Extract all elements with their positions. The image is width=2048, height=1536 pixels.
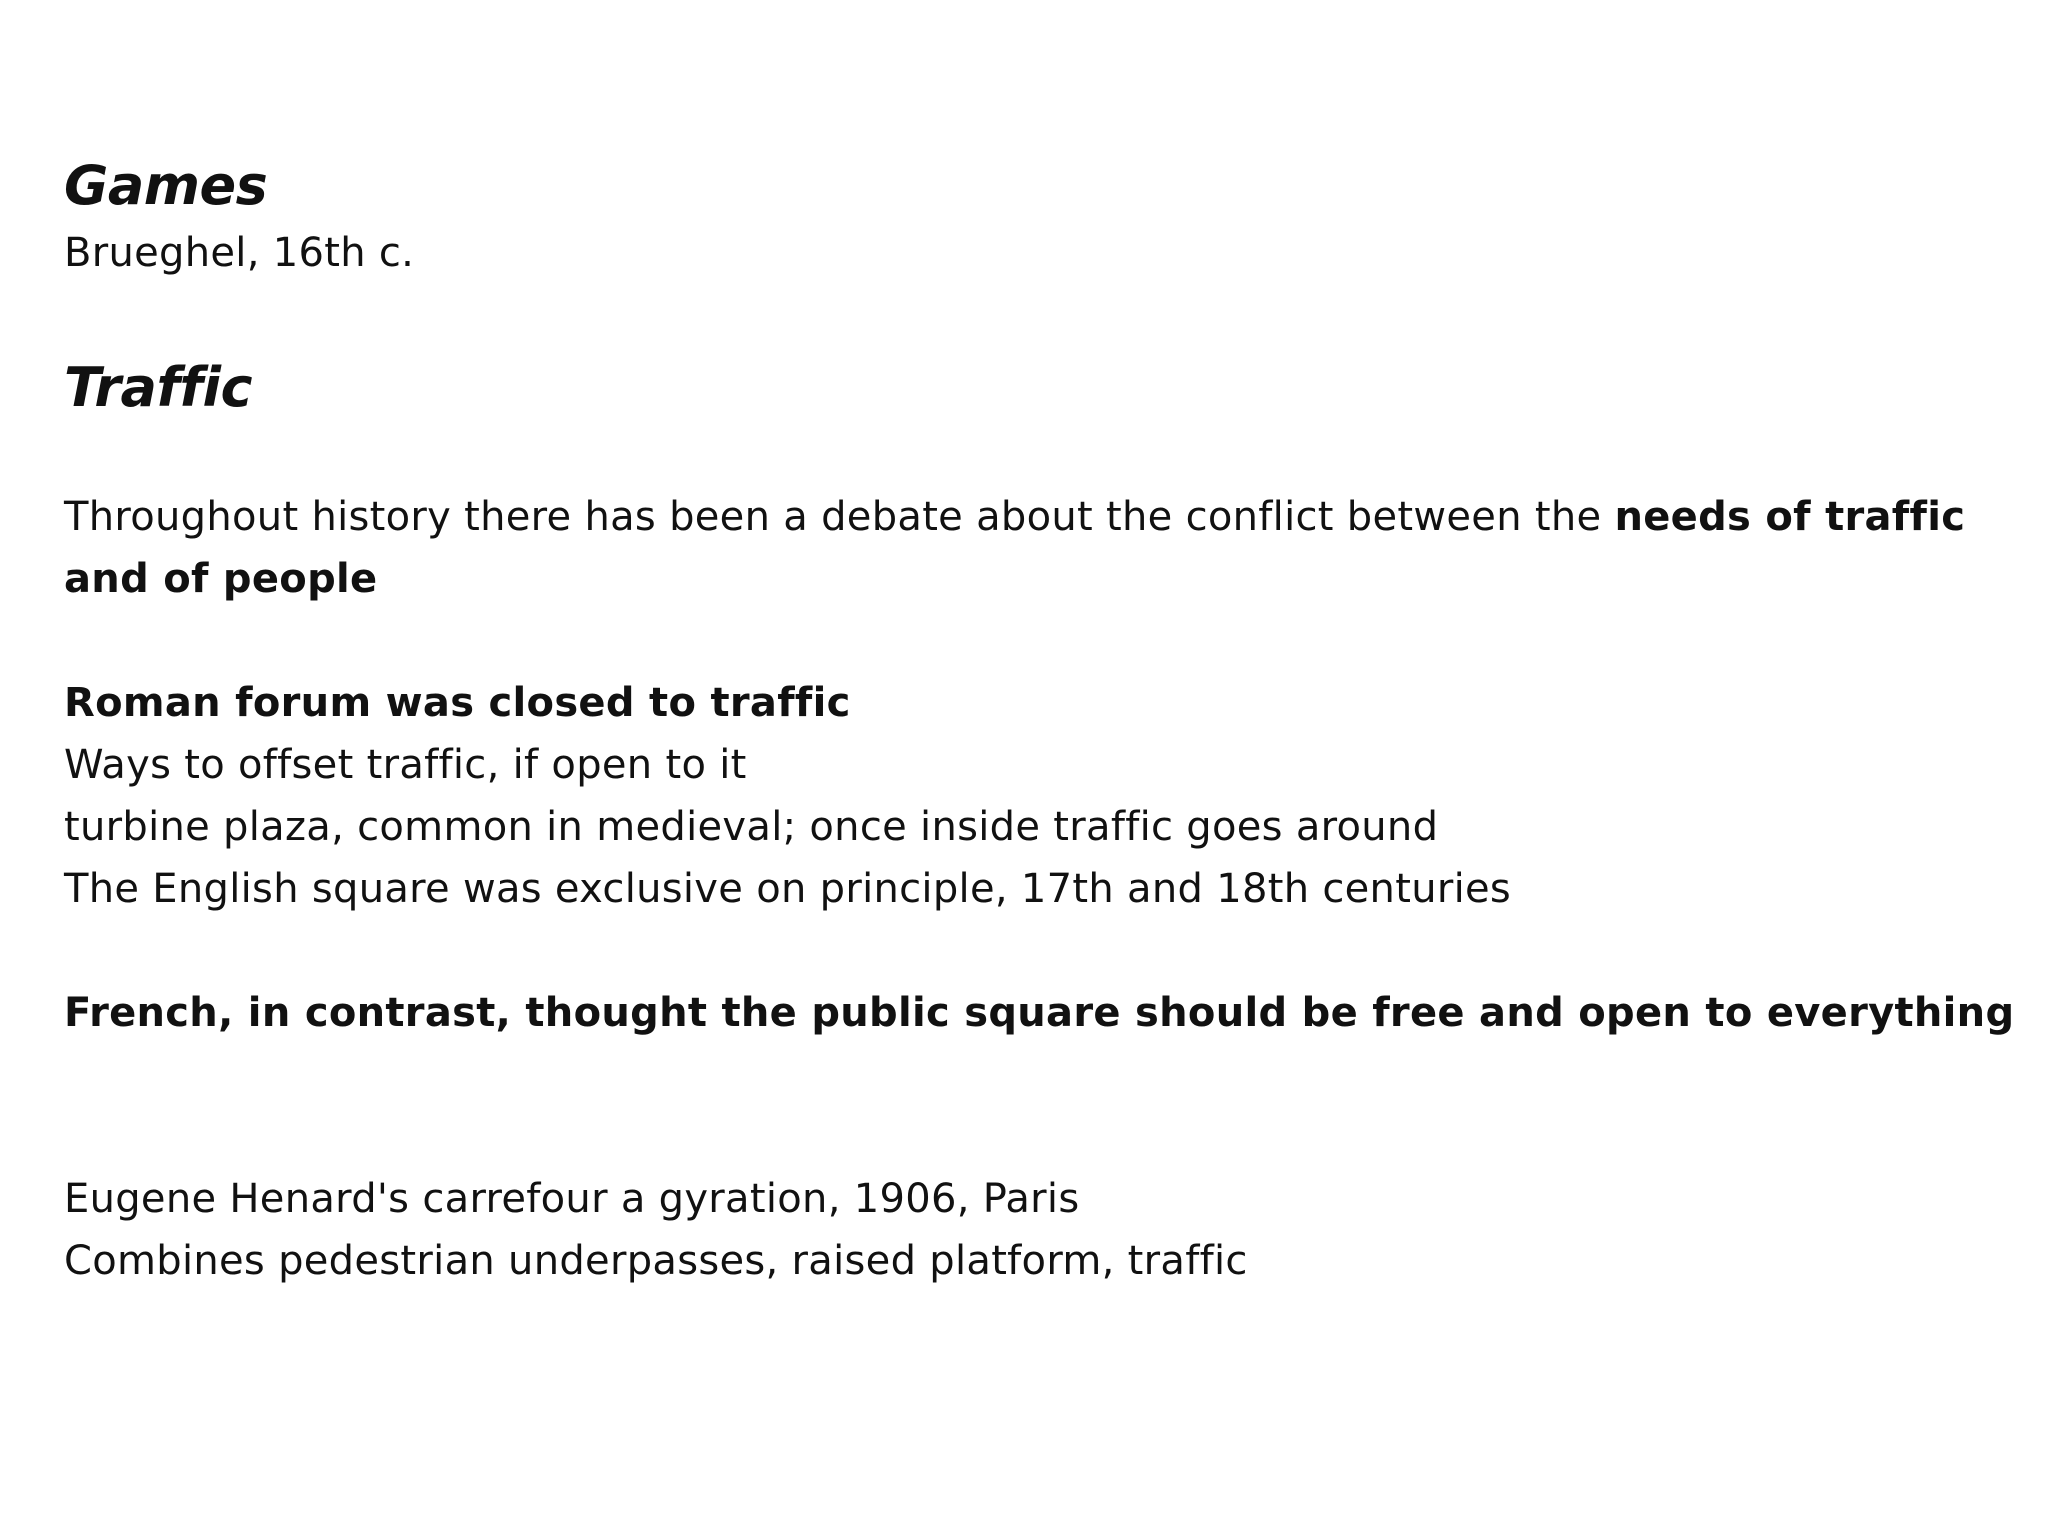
traffic-heading: Traffic (64, 356, 252, 419)
french-line: French, in contrast, thought the public square should be free and open to everything (64, 990, 2015, 1036)
roman-forum-line: Roman forum was closed to traffic (64, 680, 851, 726)
offset-line: Ways to offset traffic, if open to it (64, 742, 747, 788)
combines-line: Combines pedestrian underpasses, raised platform, traffic (64, 1238, 1248, 1284)
slide-content (64, 150, 2015, 1292)
games-caption: Brueghel, 16th c. (64, 230, 415, 276)
spacer (64, 284, 2004, 346)
traffic-intro (64, 486, 2004, 610)
henard-line: Eugene Henard's carrefour a gyration, 1906, Paris (64, 1176, 1080, 1222)
english-square-line: The English square was exclusive on principle, 17th and 18th centuries (64, 866, 1512, 912)
turbine-line: turbine plaza, common in medieval; once inside traffic goes around (64, 804, 1439, 850)
spacer (64, 610, 2004, 672)
spacer (64, 920, 2004, 982)
spacer (64, 1044, 2004, 1168)
traffic-intro-bold: needs of traffic and of people (64, 494, 1966, 602)
games-heading: Games (64, 154, 268, 217)
spacer (64, 424, 2004, 486)
traffic-intro-text: Throughout history there has been a debate about the conflict between the (64, 494, 1615, 540)
